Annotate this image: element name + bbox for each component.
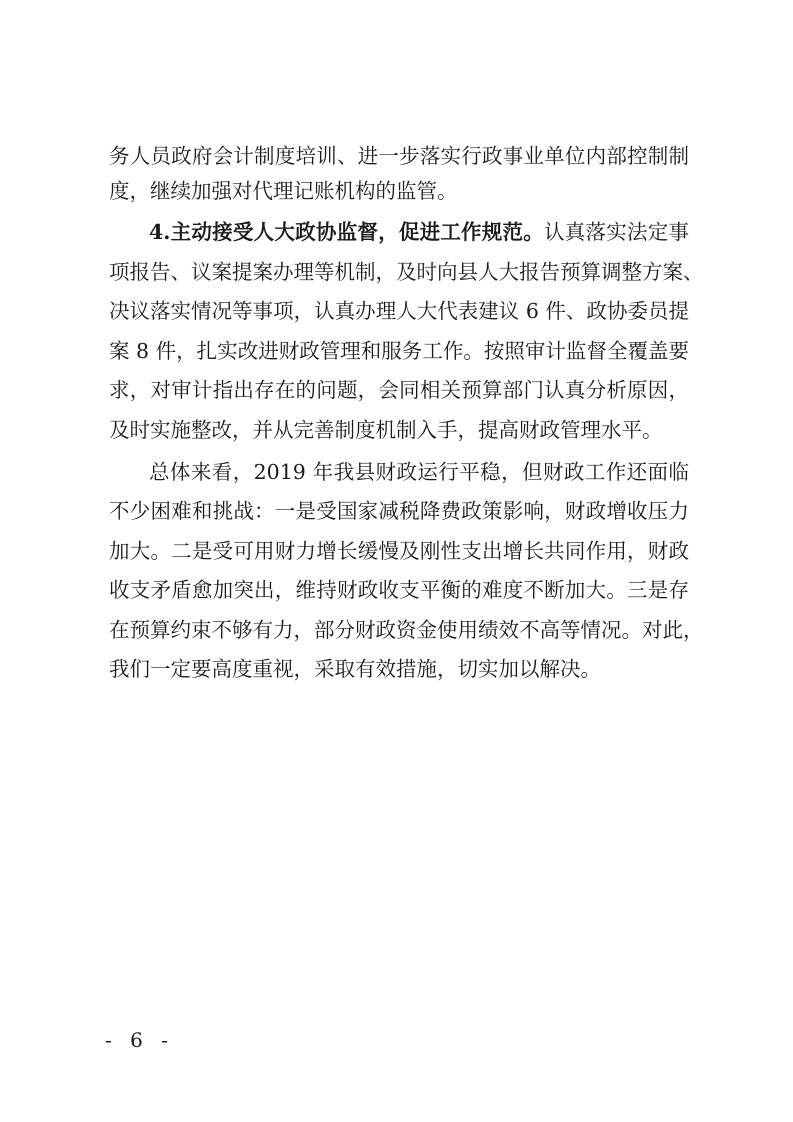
paragraph-2-line-2: 项报告、议案提案办理等机制，及时向县人大报告预算调整方案、 (109, 260, 704, 284)
paragraph-2-line-4: 案 8 件，扎实改进财政管理和服务工作。按照审计监督全覆盖要 (109, 339, 689, 363)
paragraph-2-line-3: 决议落实情况等事项，认真办理人大代表建议 6 件、政协委员提 (109, 299, 689, 323)
paragraph-3-line-4: 收支矛盾愈加突出，维持财政收支平衡的难度不断加大。三是存 (109, 578, 689, 602)
paragraph-3-line-6: 我们一定要高度重视，采取有效措施，切实加以解决。 (109, 657, 601, 681)
paragraph-3-line-1: 总体来看，2019 年我县财政运行平稳，但财政工作还面临 (149, 460, 689, 484)
page-number: - 6 - (105, 1028, 174, 1052)
paragraph-2-line-1-rest: 认真落实法定事 (544, 220, 689, 244)
paragraph-1-line-2: 度，继续加强对代理记账机构的监管。 (109, 179, 458, 203)
paragraph-3-line-2: 不少困难和挑战：一是受国家减税降费政策影响，财政增收压力 (109, 499, 689, 523)
paragraph-3-line-5: 在预算约束不够有力，部分财政资金使用绩效不高等情况。对此， (109, 618, 704, 642)
paragraph-2-line-5: 求，对审计指出存在的问题，会同相关预算部门认真分析原因， (109, 378, 689, 402)
paragraph-2-line-1 (149, 216, 689, 248)
paragraph-2-heading: 4.主动接受人大政协监督，促进工作规范。 (149, 220, 545, 244)
paragraph-1-line-1: 务人员政府会计制度培训、进一步落实行政事业单位内部控制制 (109, 144, 689, 168)
paragraph-3-line-3: 加大。二是受可用财力增长缓慢及刚性支出增长共同作用，财政 (109, 539, 689, 563)
paragraph-2-line-6: 及时实施整改，并从完善制度机制入手，提高财政管理水平。 (109, 418, 663, 442)
